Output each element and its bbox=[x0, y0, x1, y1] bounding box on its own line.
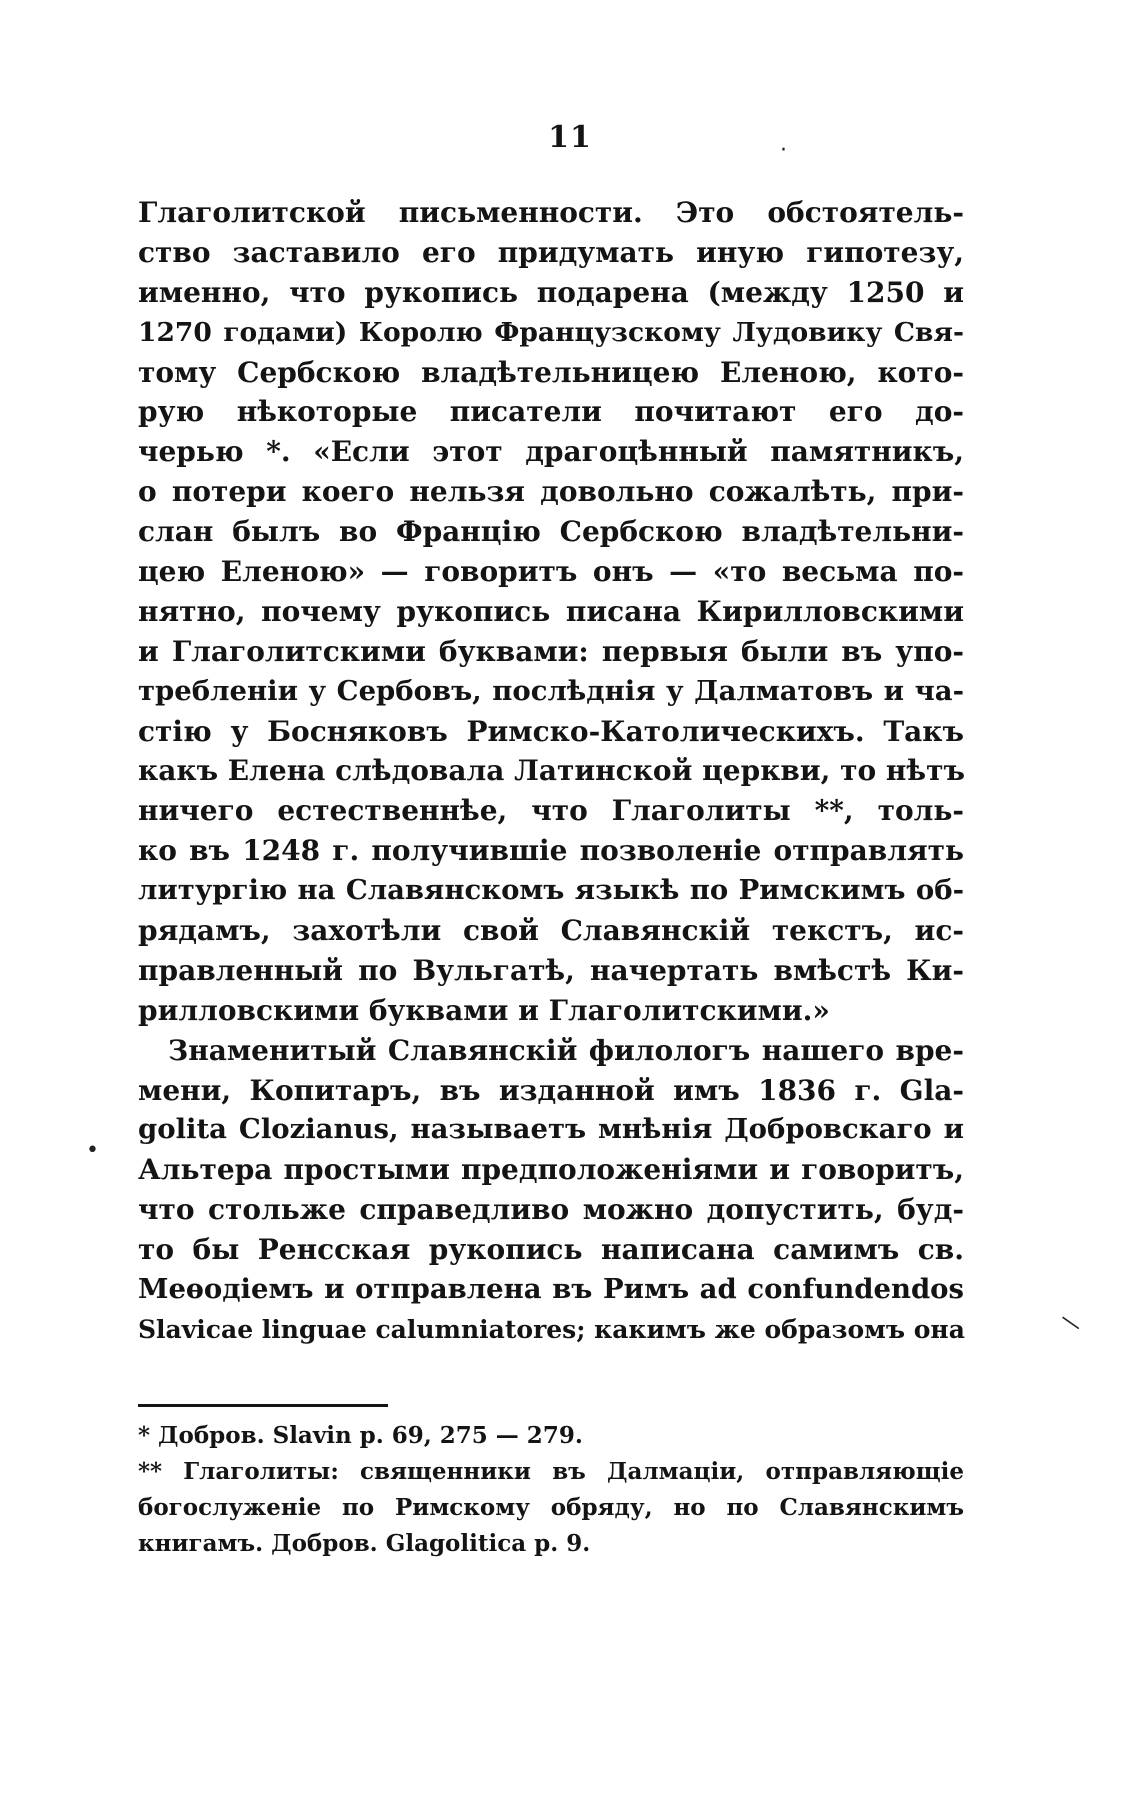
text-line: черью *. «Если этот драгоцѣнный памятникъ, bbox=[138, 435, 964, 469]
text-line: литургію на Славянскомъ языкѣ по Римскимъ об- bbox=[138, 874, 964, 907]
text-line: Меѳодіемъ и отправлена въ Римъ ad confundendos bbox=[138, 1273, 964, 1306]
footnote-line: * Добров. Slavin p. 69, 275 — 279. bbox=[138, 1422, 583, 1449]
text-line: и Глаголитскими буквами: первыя были въ упо- bbox=[138, 634, 964, 668]
paragraph-start-line: Знаменитый Славянскій филологъ нашего вре- bbox=[168, 1033, 964, 1067]
text-line: стію у Босняковъ Римско-Католическихъ. Такъ bbox=[138, 714, 964, 748]
text-line: тому Сербскою владѣтельницею Еленою, кото- bbox=[138, 355, 964, 389]
text-line: слан былъ во Францію Сербскою владѣтельни- bbox=[138, 515, 964, 549]
text-line: рую нѣкоторые писатели почитают его до- bbox=[138, 395, 964, 429]
text-line: именно, что рукопись подарена (между 1250 и bbox=[138, 275, 964, 309]
text-line: какъ Елена слѣдовала Латинской церкви, то нѣтъ bbox=[138, 754, 965, 788]
footnote-line: богослуженіе по Римскому обряду, но по Славянскимъ bbox=[138, 1494, 964, 1521]
text-line: рилловскими буквами и Глаголитскими.» bbox=[138, 993, 830, 1027]
text-line: Альтера простыми предположеніями и говоритъ, bbox=[138, 1153, 964, 1187]
page-number: 11 bbox=[548, 120, 592, 155]
text-line: Slavicae linguae calumniatores; какимъ же образомъ она bbox=[138, 1314, 965, 1344]
print-speck: — bbox=[1054, 1305, 1088, 1340]
text-line: 1270 годами) Королю Французскому Лудовику Свя- bbox=[138, 316, 964, 348]
footnotes bbox=[138, 1418, 964, 1562]
text-line: ничего естественнѣе, что Глаголиты **, толь- bbox=[138, 794, 964, 828]
body-text bbox=[138, 193, 964, 1350]
text-line: мени, Копитаръ, въ изданной имъ 1836 г. Gla- bbox=[138, 1073, 964, 1107]
print-speck: · bbox=[780, 138, 787, 163]
print-speck: • bbox=[86, 1138, 99, 1163]
text-line: нятно, почему рукопись писана Кирилловскими bbox=[138, 594, 964, 628]
text-line: требленіи у Сербовъ, послѣднія у Далматовъ и ча- bbox=[138, 674, 964, 707]
text-line: рядамъ, захотѣли свой Славянскій текстъ, ис- bbox=[138, 914, 964, 948]
footnote-separator bbox=[138, 1404, 388, 1407]
text-line: ко въ 1248 г. получившіе позволеніе отправлять bbox=[138, 834, 964, 868]
text-line: о потери коего нельзя довольно сожалѣть, при- bbox=[138, 475, 964, 509]
text-line: правленный по Вульгатѣ, начертать вмѣстѣ Ки- bbox=[138, 953, 964, 987]
text-line: то бы Ренсская рукопись написана самимъ св. bbox=[138, 1233, 964, 1267]
text-line: ство заставило его придумать иную гипотезу, bbox=[138, 235, 964, 269]
footnote-line: ** Глаголиты: священники въ Далмаціи, отправляющіе bbox=[138, 1458, 964, 1485]
footnote-line: книгамъ. Добров. Glagolitica p. 9. bbox=[138, 1530, 591, 1557]
text-line: цею Еленою» — говоритъ онъ — «то весьма по- bbox=[138, 555, 964, 589]
text-line: golita Clozianus, называетъ мнѣнія Добровскаго и bbox=[138, 1113, 964, 1146]
text-line: Глаголитской письменности. Это обстоятель- bbox=[138, 196, 964, 229]
text-line: что стольже справедливо можно допустить, буд- bbox=[138, 1193, 964, 1227]
